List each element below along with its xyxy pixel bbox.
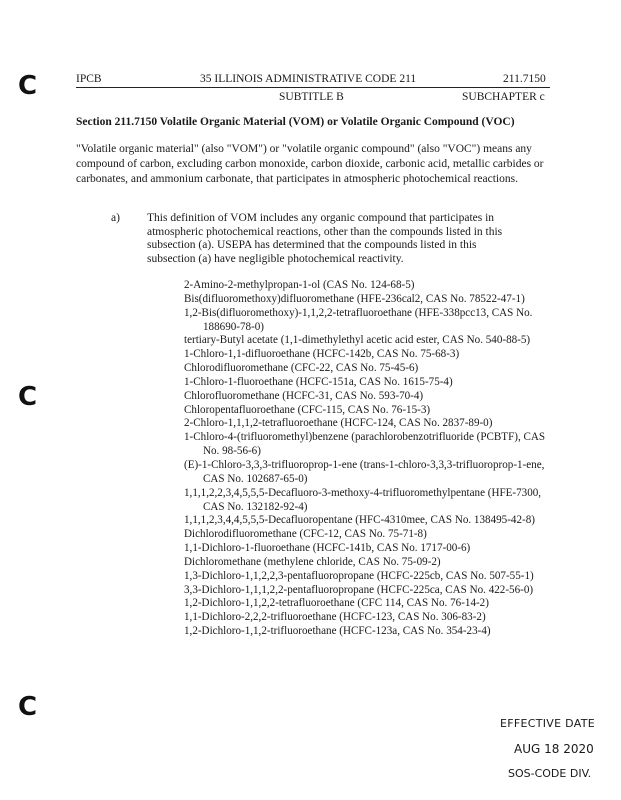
- compound-list: [184, 279, 554, 639]
- definition-paragraph: "Volatile organic material" (also "VOM") or "volatile organic compound" (also "VOC") means any compound of carbon, excluding carbon monoxide, carbon dioxide, carbonic acid, metallic carbides or carbonates, and ammonium carbonate, that participates in atmospheric photochemical reactions.: [76, 143, 544, 186]
- header-subchapter: SUBCHAPTER c: [462, 91, 545, 103]
- compound-item: 1-Chloro-1-fluoroethane (HCFC-151a, CAS No. 1615-75-4): [184, 375, 453, 388]
- section-title: Section 211.7150 Volatile Organic Material (VOM) or Volatile Organic Compound (VOC): [76, 116, 515, 128]
- compound-item: Chlorofluoromethane (HCFC-31, CAS No. 593-70-4): [184, 389, 424, 402]
- header-section-number: 211.7150: [503, 73, 546, 85]
- compound-item: 1,2-Dichloro-1,1,2-trifluoroethane (HCFC-123a, CAS No. 354-23-4): [184, 625, 491, 638]
- header-agency: IPCB: [76, 73, 102, 85]
- compound-item: 1,1,1,2,2,3,4,5,5,5-Decafluoro-3-methoxy-4-trifluoromethylpentane (HFE-7300, CAS No. 132182-92-4): [184, 486, 542, 513]
- compound-item: Dichlorodifluoromethane (CFC-12, CAS No. 75-71-8): [184, 528, 427, 541]
- compound-item: 1-Chloro-1,1-difluoroethane (HCFC-142b, CAS No. 75-68-3): [184, 348, 460, 361]
- hole-punch-mark: C: [18, 692, 38, 722]
- subsection-label: a): [111, 212, 120, 224]
- compound-item: Chloropentafluoroethane (CFC-115, CAS No. 76-15-3): [184, 403, 431, 416]
- compound-item: 1,3-Dichloro-1,1,2,2,3-pentafluoropropane (HCFC-225cb, CAS No. 507-55-1): [184, 569, 534, 582]
- compound-item: tertiary-Butyl acetate (1,1-dimethylethyl acetic acid ester, CAS No. 540-88-5): [184, 334, 531, 347]
- compound-item: Chlorodifluoromethane (CFC-22, CAS No. 75-45-6): [184, 362, 419, 375]
- compound-item: 2-Amino-2-methylpropan-1-ol (CAS No. 124-68-5): [184, 279, 415, 291]
- compound-item: 1-Chloro-4-(trifluoromethyl)benzene (parachlorobenzotrifluoride (PCBTF), CAS No. 98-56-6): [184, 431, 546, 458]
- header-code-title: 35 ILLINOIS ADMINISTRATIVE CODE 211: [200, 73, 417, 85]
- hole-punch-mark: C: [18, 382, 38, 412]
- compound-item: (E)-1-Chloro-3,3,3-trifluoroprop-1-ene (trans-1-chloro-3,3,3-trifluoroprop-1-ene, CAS No. 102687-65-0): [184, 458, 545, 485]
- compound-item: 1,1-Dichloro-1-fluoroethane (HCFC-141b, CAS No. 1717-00-6): [184, 542, 471, 555]
- compound-item: 1,1,1,2,3,4,4,5,5,5-Decafluoropentane (HFC-4310mee, CAS No. 138495-42-8): [184, 514, 535, 527]
- compound-item: 2-Chloro-1,1,1,2-tetrafluoroethane (HCFC-124, CAS No. 2837-89-0): [184, 417, 493, 430]
- compound-item: Dichloromethane (methylene chloride, CAS No. 75-09-2): [184, 555, 441, 568]
- compound-item: 3,3-Dichloro-1,1,1,2,2-pentafluoropropane (HCFC-225ca, CAS No. 422-56-0): [184, 583, 534, 596]
- hole-punch-mark: C: [18, 71, 38, 101]
- sos-code-division: SOS-CODE DIV.: [508, 767, 592, 780]
- compound-item: 1,2-Dichloro-1,1,2,2-tetrafluoroethane (CFC 114, CAS No. 76-14-2): [184, 597, 489, 610]
- subsection-text: This definition of VOM includes any organic compound that participates in atmospheric photochemical reactions, other than the compounds listed in this subsection (a). USEPA has determined that the compounds listed in this subsection (a) have negligible photochemical reactivity.: [147, 212, 503, 265]
- compound-item: Bis(difluoromethoxy)difluoromethane (HFE-236cal2, CAS No. 78522-47-1): [184, 292, 525, 305]
- header-rule: [76, 87, 550, 88]
- compound-item: 1,1-Dichloro-2,2,2-trifluoroethane (HCFC-123, CAS No. 306-83-2): [184, 611, 486, 624]
- compound-item: 1,2-Bis(difluoromethoxy)-1,1,2,2-tetrafluoroethane (HFE-338pcc13, CAS No. 188690-78-0): [184, 306, 533, 333]
- effective-date-value: AUG 18 2020: [514, 742, 594, 756]
- effective-date-label: EFFECTIVE DATE: [500, 717, 595, 730]
- header-subtitle: SUBTITLE B: [279, 91, 344, 103]
